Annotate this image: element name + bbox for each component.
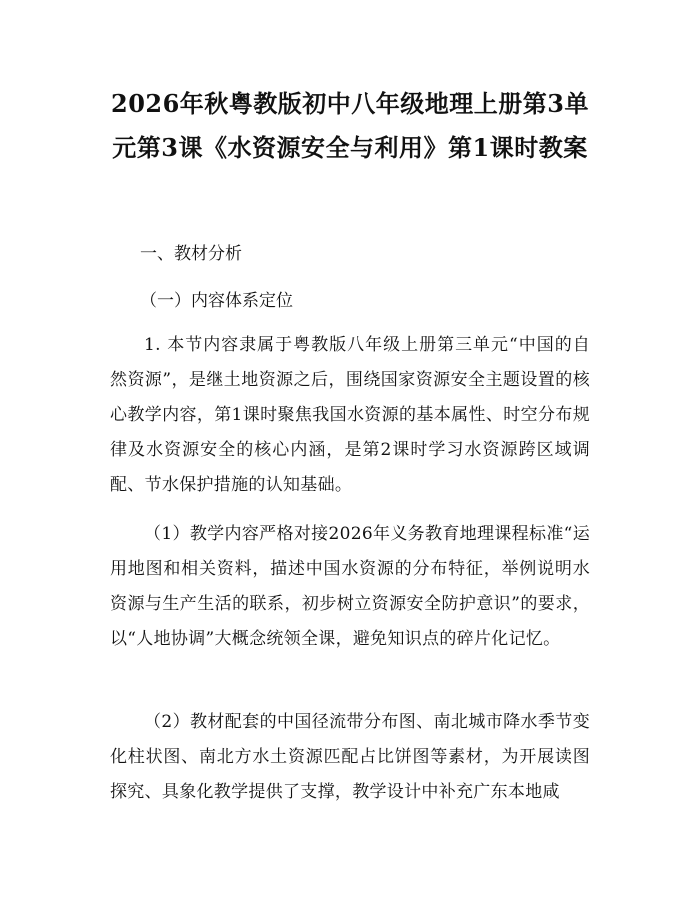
subsection-heading: （一）内容体系定位 (140, 291, 293, 311)
paragraph-curriculum-standard: （1）教学内容严格对接2026年义务教育地理课程标准“运用地图和相关资料，描述中国水资源的分布特征，举例说明水资源与生产生活的联系，初步树立资源安全防护意识”的要求，以“人地协调”大概念统领全课，避免知识点的碎片化记忆。 (110, 524, 590, 649)
paragraph-content-positioning: 1. 本节内容隶属于粤教版八年级上册第三单元“中国的自然资源”，是继土地资源之后，围绕国家资源安全主题设置的核心教学内容，第1课时聚焦我国水资源的基本属性、时空分布规律及水资源安全的核心内涵，是第2课时学习水资源跨区域调配、节水保护措施的认知基础。 (110, 335, 590, 495)
document-title: 2026年秋粤教版初中八年级地理上册第3单元第3课《水资源安全与利用》第1课时教案 (111, 89, 589, 162)
paragraph-teaching-materials: （2）教材配套的中国径流带分布图、南北城市降水季节变化柱状图、南北方水土资源匹配占比饼图等素材，为开展读图探究、具象化教学提供了支撑，教学设计中补充广东本地咸 (110, 712, 590, 802)
section-heading: 一、教材分析 (140, 244, 242, 264)
